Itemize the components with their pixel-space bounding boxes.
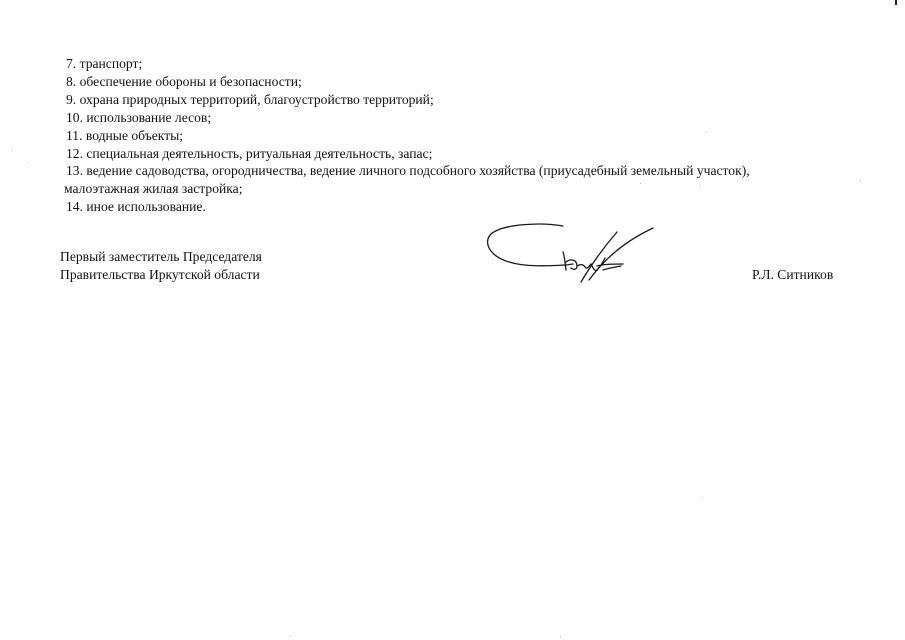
scan-speck xyxy=(640,183,641,184)
list-item: 8. обеспечение обороны и безопасности; xyxy=(66,73,302,89)
scan-speck xyxy=(860,180,861,181)
scan-speck xyxy=(700,185,701,186)
list-item: 12. специальная деятельность, ритуальная деятельность, запас; xyxy=(66,145,433,161)
scan-speck xyxy=(12,150,13,151)
signer-position-line: Правительства Иркутской области xyxy=(60,267,260,282)
scan-speck xyxy=(702,497,703,498)
list-item-text: 13. ведение садоводства, огородничества, ведение личного подсобного хозяйства (приусадебный земельный участок), xyxy=(66,163,750,179)
signer-position-line: Первый заместитель Председателя xyxy=(60,249,262,264)
list-item-continuation: малоэтажная жилая застройка; xyxy=(64,181,243,197)
list-item: 9. охрана природных территорий, благоустройство территорий; xyxy=(66,91,434,107)
list-item: 11. водные объекты; xyxy=(66,127,184,143)
signer-position xyxy=(60,248,262,284)
list-item: 7. транспорт; xyxy=(66,56,143,71)
land-use-list xyxy=(66,55,866,216)
corner-mark xyxy=(895,0,897,5)
signer-name: Р.Л. Ситников xyxy=(752,267,834,282)
scan-speck xyxy=(560,636,561,637)
handwritten-signature xyxy=(485,222,665,286)
list-item: 10. использование лесов; xyxy=(66,109,212,125)
scan-speck xyxy=(706,132,707,133)
scan-speck xyxy=(290,636,291,637)
scan-speck xyxy=(28,162,29,163)
list-item: 14. иное использование. xyxy=(66,199,206,215)
list-item xyxy=(66,162,856,198)
